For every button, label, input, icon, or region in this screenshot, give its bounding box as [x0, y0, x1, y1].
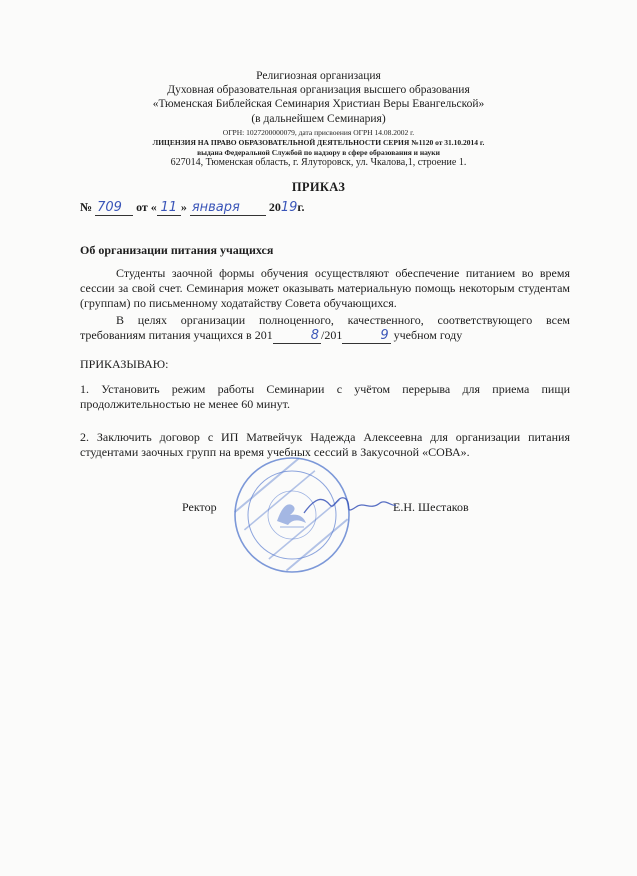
- paragraph-1: Студенты заочной формы обучения осуществляют обеспечение питанием во время сессии за свой счет. Семинария может оказывать материальную помощь некоторым студентам (группам) по письменному ходатайству Совета обучающихся.: [80, 266, 570, 310]
- signatory-role: Ректор: [182, 500, 217, 514]
- handwritten-year-2: 9: [342, 328, 390, 344]
- document-title: ПРИКАЗ: [291, 180, 346, 194]
- handwritten-order-number: 709: [95, 200, 133, 216]
- seminary-name: «Тюменская Библейская Семинария Христиан Веры Евангельской»: [152, 98, 485, 110]
- paragraph-2-text-b: /201: [321, 328, 343, 342]
- handwritten-signature: [300, 485, 400, 525]
- order-number-line: [80, 200, 304, 216]
- handwritten-year-1: 8: [273, 328, 321, 344]
- license-issuer: выдана Федеральной Службой по надзору в сфере образования и науки: [197, 148, 440, 157]
- order-item-1: 1. Установить режим работы Семинарии с учётом перерыва для приема пищи продолжительностью не менее 60 минут.: [80, 382, 570, 411]
- paragraph-2-text-c: учебном году: [390, 328, 463, 342]
- signatory-name: Е.Н. Шестаков: [393, 500, 469, 514]
- quote-close: »: [180, 200, 187, 214]
- org-type: Религиозная организация: [256, 70, 381, 82]
- year-prefix: 20: [268, 200, 281, 214]
- org-abbrev-note: (в дальнейшем Семинария): [251, 113, 386, 125]
- address: 627014, Тюменская область, г. Ялуторовск, ул. Чкалова,1, строение 1.: [170, 157, 467, 168]
- paragraph-2: [80, 313, 570, 344]
- from-label: от «: [136, 200, 157, 214]
- order-subject: Об организации питания учащихся: [80, 243, 274, 257]
- handwritten-month: января: [190, 200, 266, 216]
- order-item-2: 2. Заключить договор с ИП Матвейчук Надежда Алексеевна для организации питания студентами заочных групп на время учебных сессий в Закусочной «СОВА».: [80, 430, 570, 459]
- license: ЛИЦЕНЗИЯ НА ПРАВО ОБРАЗОВАТЕЛЬНОЙ ДЕЯТЕЛЬНОСТИ СЕРИЯ №1120 от 31.10.2014 г.: [152, 138, 485, 147]
- num-prefix: №: [80, 200, 93, 214]
- year-suffix: г.: [297, 200, 305, 214]
- paragraph-2-text-a: В целях организации полноценного, качественного, соответствующего всем требованиям питания учащихся в 201: [80, 313, 570, 342]
- handwritten-day: 11: [157, 200, 181, 216]
- ogrn: ОГРН: 1027200000079, дата присвоения ОГРН 14.08.2002 г.: [222, 128, 415, 137]
- org-name-line: Духовная образовательная организация высшего образования: [167, 84, 470, 96]
- handwritten-year: 19: [280, 200, 298, 215]
- prikazyvayu-heading: ПРИКАЗЫВАЮ:: [80, 357, 169, 371]
